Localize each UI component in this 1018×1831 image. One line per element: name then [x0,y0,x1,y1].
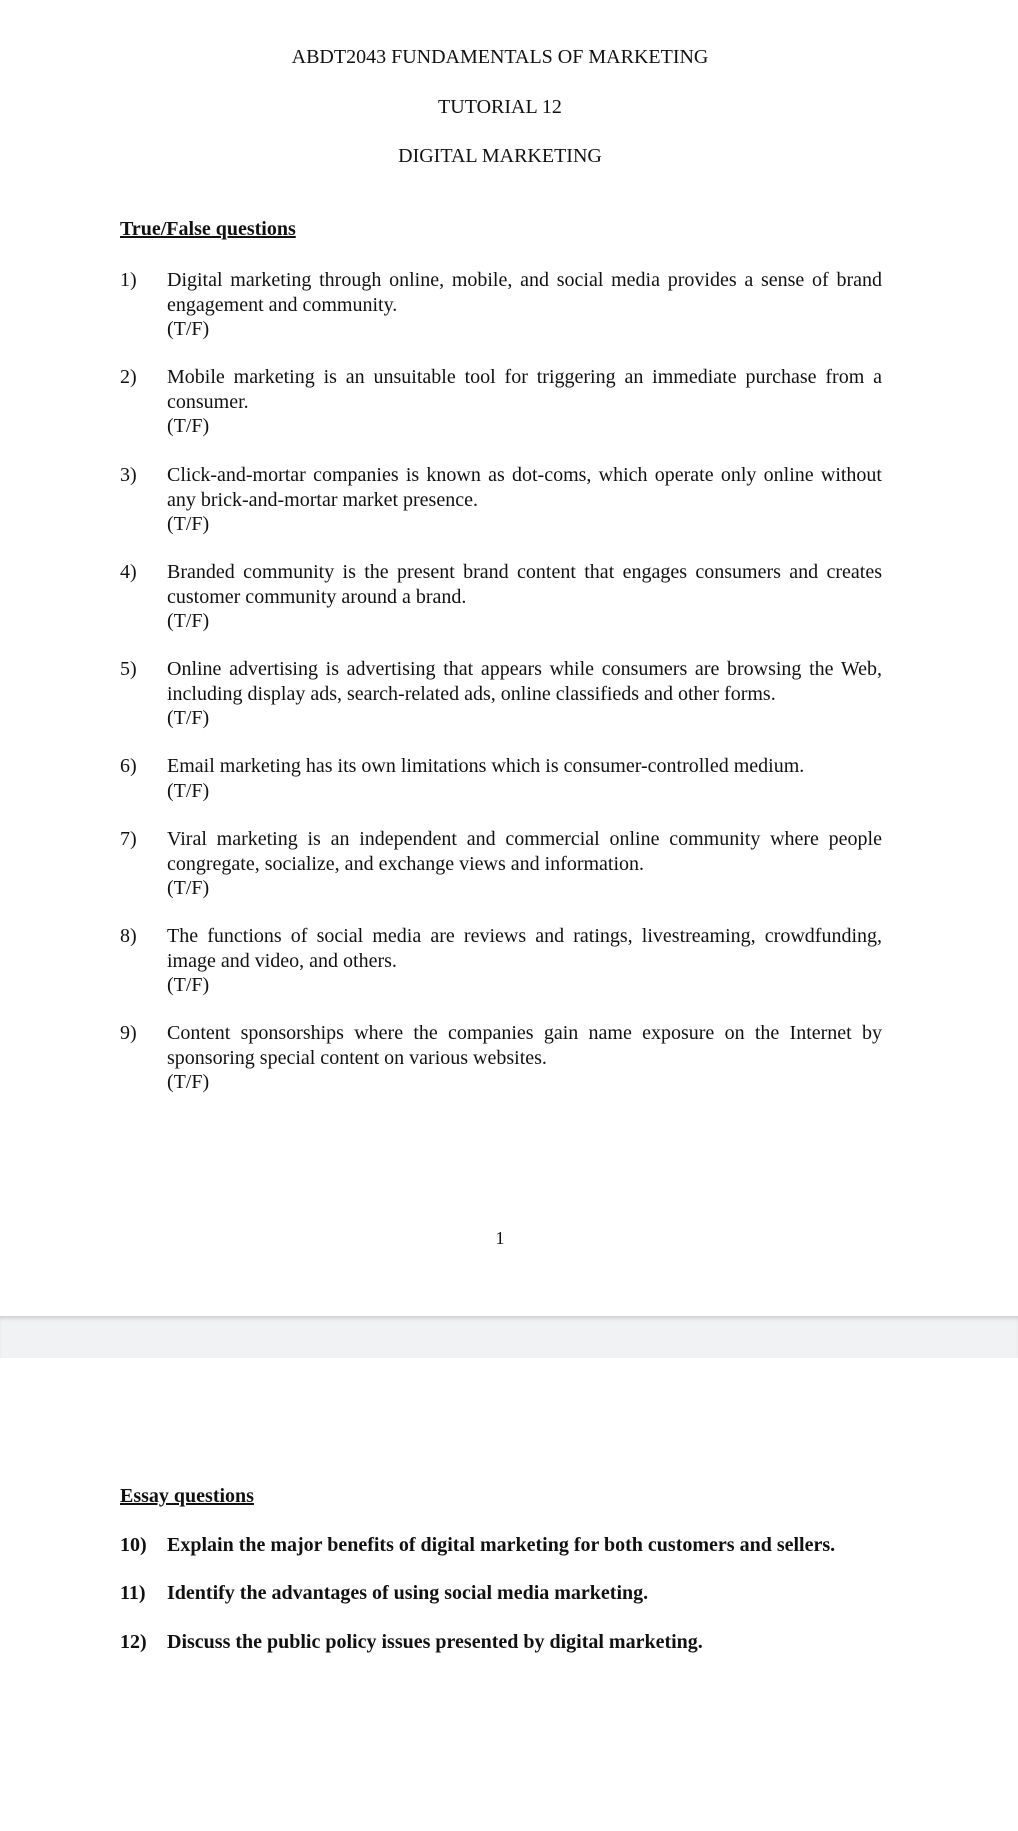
tf-question [120,463,882,537]
question-text: Content sponsorships where the companies gain name exposure on the Internet by sponsoring special content on various websites. [167,1022,882,1069]
tf-option: (T/F) [167,610,210,632]
question-text: Email marketing has its own limitations which is consumer-controlled medium. [167,755,805,777]
question-number: 9) [120,1022,137,1044]
question-number: 3) [120,464,137,486]
question-number: 5) [120,658,137,680]
question-text: Identify the advantages of using social media marketing. [167,1582,649,1604]
tf-option: (T/F) [167,415,210,437]
essay-question [120,1631,703,1654]
question-text: Digital marketing through online, mobile, and social media provides a sense of brand engagement and community. [167,269,882,316]
page-separator [0,1316,1018,1358]
tf-question [120,1021,882,1095]
tf-heading: True/False questions [120,218,296,240]
tf-option: (T/F) [167,707,210,729]
tf-option: (T/F) [167,779,210,802]
question-text: Viral marketing is an independent and commercial online community where people congregate, socialize, and exchange views and information. [167,828,882,875]
tf-question [120,268,882,342]
question-number: 11) [120,1582,146,1604]
question-number: 10) [120,1534,147,1556]
page-number: 1 [495,1228,505,1248]
question-text: Discuss the public policy issues presented by digital marketing. [167,1631,703,1653]
question-text: Click-and-mortar companies is known as dot-coms, which operate only online without any brick-and-mortar market presence. [167,464,882,511]
question-number: 2) [120,366,137,388]
question-text: Explain the major benefits of digital marketing for both customers and sellers. [167,1534,836,1556]
question-number: 7) [120,828,137,850]
question-text: Branded community is the present brand content that engages consumers and creates customer community around a brand. [167,561,882,608]
tf-question [120,365,882,439]
tf-question [120,827,882,901]
tf-question [120,560,882,634]
question-text: Online advertising is advertising that appears while consumers are browsing the Web, including display ads, search-related ads, online classifieds and other forms. [167,658,882,705]
tf-option: (T/F) [167,513,210,535]
question-number: 1) [120,269,137,291]
essay-heading: Essay questions [120,1485,254,1507]
course-title: ABDT2043 FUNDAMENTALS OF MARKETING [291,46,709,68]
essay-question [120,1534,835,1557]
essay-question [120,1582,648,1605]
tf-option: (T/F) [167,877,210,899]
tf-option: (T/F) [167,1071,210,1093]
question-number: 4) [120,561,137,583]
question-number: 6) [120,755,137,777]
question-number: 12) [120,1631,147,1653]
tf-question [120,657,882,731]
tf-option: (T/F) [167,974,210,996]
tf-question [120,924,882,998]
tf-question [120,754,882,803]
question-text: The functions of social media are reviews and ratings, livestreaming, crowdfunding, image and video, and others. [167,925,882,972]
tutorial-number: TUTORIAL 12 [438,96,562,118]
question-number: 8) [120,925,137,947]
question-text: Mobile marketing is an unsuitable tool for triggering an immediate purchase from a consumer. [167,366,882,413]
topic-title: DIGITAL MARKETING [398,145,602,167]
tf-option: (T/F) [167,318,210,340]
